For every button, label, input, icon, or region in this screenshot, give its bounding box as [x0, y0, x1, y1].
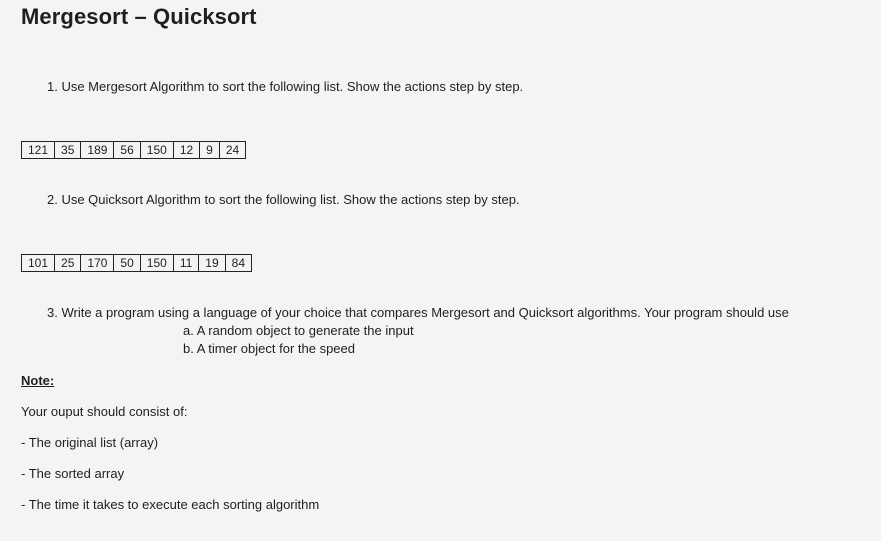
array-cell: 25: [55, 255, 81, 271]
array-cell: 19: [199, 255, 225, 271]
array-cell: 11: [174, 255, 199, 271]
note-item: - The original list (array): [21, 435, 159, 450]
array-cell: 150: [141, 142, 174, 158]
array-cell: 50: [114, 255, 140, 271]
array-cell: 150: [141, 255, 174, 271]
page-title: Mergesort – Quicksort: [21, 4, 257, 29]
sub-item-a: a. A random object to generate the input: [183, 323, 414, 338]
array-cell: 121: [22, 142, 55, 158]
array-cell: 35: [55, 142, 81, 158]
question-2: 2. Use Quicksort Algorithm to sort the following list. Show the actions step by step.: [47, 192, 520, 207]
note-heading: Note:: [21, 373, 55, 388]
array-cell: 24: [225, 143, 240, 157]
mergesort-array: [21, 141, 246, 159]
array-cell: 12: [174, 142, 200, 158]
sub-item-b: b. A timer object for the speed: [183, 341, 355, 356]
array-cell: 84: [231, 256, 245, 270]
array-cell: 189: [81, 142, 114, 158]
quicksort-array: [21, 254, 252, 272]
question-1: 1. Use Mergesort Algorithm to sort the following list. Show the actions step by step.: [47, 79, 524, 94]
array-cell: 56: [114, 142, 140, 158]
note-item: - The time it takes to execute each sorting algorithm: [21, 497, 320, 512]
array-cell: 170: [81, 255, 114, 271]
note-intro: Your ouput should consist of:: [21, 404, 188, 419]
array-cell: 101: [22, 255, 55, 271]
question-3: 3. Write a program using a language of your choice that compares Mergesort and Quicksort algorithms. Your program should use: [47, 305, 789, 320]
array-cell: 9: [200, 142, 220, 158]
note-item: - The sorted array: [21, 466, 125, 481]
